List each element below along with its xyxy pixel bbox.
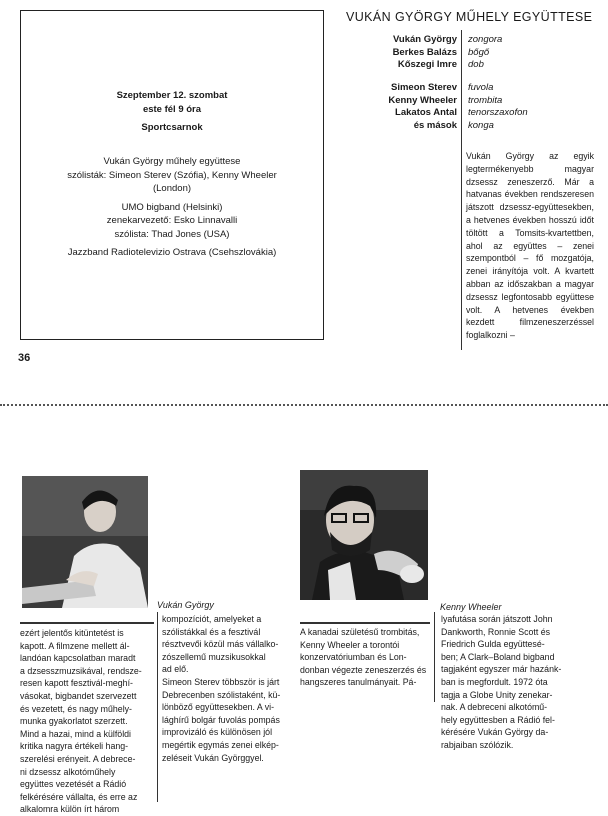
program-line: Vukán György műhely együttese bbox=[103, 156, 241, 167]
member-roles-group2 bbox=[468, 82, 588, 132]
text-line: landóan kapcsolatban maradt bbox=[20, 653, 136, 664]
text-line: tagja a Globe Unity zenekar- bbox=[441, 689, 553, 700]
event-program bbox=[21, 155, 323, 260]
photo-caption-1: Vukán György bbox=[157, 600, 214, 610]
text-column-2 bbox=[162, 613, 292, 764]
event-info-box bbox=[20, 10, 324, 340]
text-line: resen kapott fesztivál-meghí- bbox=[20, 678, 133, 689]
program-line: UMO bigband (Helsinki) bbox=[121, 201, 223, 213]
text-line: szólistákkal és a fesztivál bbox=[162, 626, 261, 637]
text-line: felkérésére vállalta, és erre az bbox=[20, 791, 138, 802]
text-line: lönböző együttesekben. A vi- bbox=[162, 702, 274, 713]
member-names-group2 bbox=[340, 82, 457, 132]
member-roles-group1 bbox=[468, 34, 588, 72]
text-line: zószellemű muzsikusokkal bbox=[162, 651, 266, 662]
member-name: Kőszegi Imre bbox=[397, 59, 457, 70]
text-column-1 bbox=[20, 627, 154, 816]
column-rule bbox=[157, 612, 158, 802]
text-column-4 bbox=[441, 613, 591, 752]
member-role: dob bbox=[468, 59, 484, 70]
text-line: és vezetett, és nagy műhely- bbox=[20, 703, 132, 714]
text-line: ban is megfordult. 1972 óta bbox=[441, 676, 548, 687]
column-rule bbox=[300, 622, 430, 624]
program-line: szólista: Thad Jones (USA) bbox=[114, 228, 230, 240]
text-line: konzervatóriumban és Lon- bbox=[300, 652, 407, 663]
event-date-block bbox=[21, 89, 323, 135]
event-venue: Sportcsarnok bbox=[141, 122, 203, 133]
text-line: Friedrich Gulda együttesé- bbox=[441, 639, 545, 650]
text-line: résztvevői közül más vállalko- bbox=[162, 639, 279, 650]
photo-vukan-gyorgy bbox=[22, 476, 148, 608]
member-name: és mások bbox=[413, 119, 457, 131]
text-line: Kenny Wheeler a torontói bbox=[300, 639, 400, 650]
column-rule bbox=[434, 612, 435, 702]
member-name: Kenny Wheeler bbox=[388, 94, 457, 106]
member-role: trombita bbox=[468, 94, 503, 106]
text-line: kritika nagyra értékeli hang- bbox=[20, 741, 129, 752]
bio-paragraph: Vukán György az egyik legtermékenyebb magyar dzsessz zeneszerző. Már a hatvanas években rendszeresen játszott dzsessz-együttesekben, a hetvenes években hosszú időt töltött a Tomsits-kvartettben, ahol az együttes – zenei szempontból – fő mozgatója, zenei irányítója volt. A kvartett abban az időszakban a magyar dzsessz legfontosabb együttese volt. A hetvenes években kezdett filmzeneszerzéssel foglalkozni – bbox=[466, 151, 594, 341]
text-line: Debrecenben szólistaként, kü- bbox=[162, 689, 281, 700]
text-line: hangszeres tanulmányait. Pá- bbox=[300, 677, 417, 688]
text-line: Mind a hazai, mind a külföldi bbox=[20, 728, 131, 739]
member-name: Lakatos Antal bbox=[395, 107, 457, 118]
photo-caption-2: Kenny Wheeler bbox=[440, 602, 502, 612]
program-line: zenekarvezető: Esko Linnavalli bbox=[106, 215, 238, 226]
text-line: Simeon Sterev többször is járt bbox=[162, 676, 280, 687]
text-line: együttes vezetését a Rádió bbox=[20, 779, 127, 790]
text-line: munka gyakorlatot szerzett. bbox=[20, 716, 128, 727]
text-line: alkalomra külön írt három bbox=[20, 804, 120, 815]
member-names-group1 bbox=[340, 34, 457, 72]
member-name: Simeon Sterev bbox=[391, 82, 457, 93]
member-role: fuvola bbox=[468, 82, 494, 93]
text-line: vásokat, bigbandet szervezett bbox=[20, 690, 137, 701]
member-divider bbox=[461, 30, 462, 350]
member-name: Berkes Balázs bbox=[392, 46, 457, 58]
page-divider bbox=[0, 404, 608, 406]
ensemble-title: VUKÁN GYÖRGY MŰHELY EGYÜTTESE bbox=[346, 10, 593, 24]
member-role: konga bbox=[468, 119, 494, 131]
member-role: tenorszaxofon bbox=[468, 107, 528, 118]
text-line: rabjaiban szólózik. bbox=[441, 739, 514, 750]
page-number: 36 bbox=[18, 352, 31, 364]
text-line: nak. A debreceni alkotómű- bbox=[441, 702, 548, 713]
text-line: ezért jelentős kitüntetést is bbox=[20, 628, 124, 638]
text-line: kapott. A filmzene mellett ál- bbox=[20, 640, 130, 651]
event-date: Szeptember 12. szombat bbox=[116, 90, 228, 101]
text-line: ad elő. bbox=[162, 664, 189, 675]
text-line: lághírű bolgár fuvolás pompás bbox=[162, 714, 280, 725]
text-line: A kanadai születésű trombitás, bbox=[300, 627, 420, 637]
text-line: szerelési erényeit. A debrece- bbox=[20, 753, 136, 764]
text-line: kompozíciót, amelyeket a bbox=[162, 614, 262, 624]
text-line: Dankworth, Ronnie Scott és bbox=[441, 626, 551, 637]
text-line: lyafutása során játszott John bbox=[441, 614, 553, 624]
photo-kenny-wheeler bbox=[300, 470, 428, 600]
text-line: tagjaként egyszer már hazánk- bbox=[441, 664, 562, 675]
column-rule bbox=[20, 622, 154, 624]
text-line: ben; A Clark–Boland bigband bbox=[441, 651, 555, 662]
program-line: Jazzband Radiotelevizio Ostrava (Csehszlovákia) bbox=[67, 247, 277, 258]
text-line: a dzsesszmuzsikával, rendsze- bbox=[20, 665, 142, 676]
program-line: (London) bbox=[152, 183, 192, 194]
member-name: Vukán György bbox=[392, 34, 457, 45]
text-line: donban végezte zeneszerzés és bbox=[300, 664, 427, 675]
text-line: improvizáló és különösen jól bbox=[162, 727, 273, 738]
member-role: zongora bbox=[468, 34, 503, 45]
text-line: megértik egymás zenei elkép- bbox=[162, 739, 279, 750]
text-line: zeléseit Vukán Györggyel. bbox=[162, 752, 264, 763]
text-line: hely együttesben a Rádió fel- bbox=[441, 714, 555, 725]
member-role: bőgő bbox=[468, 46, 490, 58]
text-line: ni dzsessz alkotóműhely bbox=[20, 766, 116, 777]
text-column-3 bbox=[300, 626, 430, 689]
text-line: kérésére Vukán György da- bbox=[441, 727, 549, 738]
program-line: szólisták: Simeon Sterev (Szófia), Kenny Wheeler bbox=[67, 169, 277, 181]
event-time: este fél 9 óra bbox=[142, 104, 202, 115]
